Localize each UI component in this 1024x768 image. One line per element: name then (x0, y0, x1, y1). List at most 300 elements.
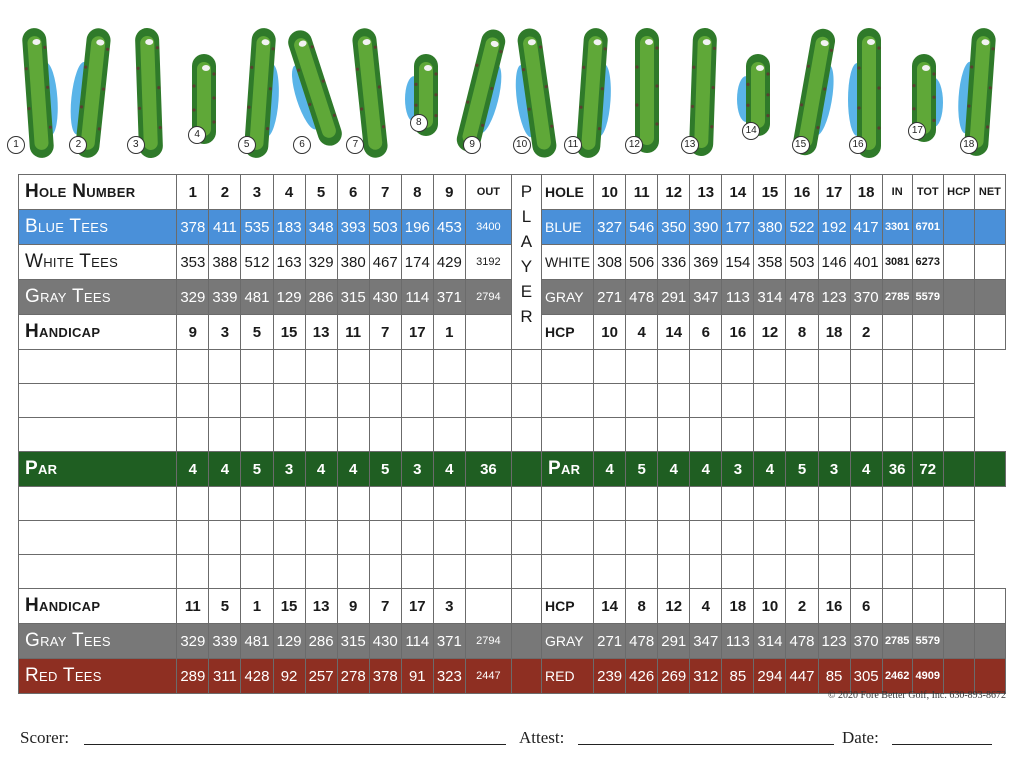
score-entry-cell[interactable] (754, 384, 786, 418)
hole-value: 369 (690, 245, 722, 280)
score-entry-cell[interactable] (209, 350, 241, 384)
score-entry-cell[interactable] (511, 521, 541, 555)
score-entry-cell[interactable] (369, 487, 401, 521)
score-entry-cell[interactable] (542, 521, 594, 555)
score-entry-cell[interactable] (177, 350, 209, 384)
hole-value: 4 (690, 452, 722, 487)
player-column-gap (511, 624, 541, 659)
score-entry-cell[interactable] (786, 521, 818, 555)
player-name-cell[interactable] (19, 521, 177, 555)
tree-marker (193, 108, 196, 111)
score-entry-cell[interactable] (882, 418, 912, 452)
hole-value: 85 (818, 659, 850, 694)
score-entry-cell[interactable] (273, 350, 305, 384)
score-entry-cell[interactable] (241, 418, 273, 452)
tree-marker (913, 84, 916, 87)
hcp-cell (943, 589, 974, 624)
score-entry-cell[interactable] (786, 418, 818, 452)
hole-value: 91 (401, 659, 433, 694)
score-entry-cell[interactable] (882, 487, 912, 521)
tree-marker (636, 65, 639, 68)
hole-value: 478 (786, 280, 818, 315)
hole-value: 453 (433, 210, 465, 245)
hole-number-badge: 2 (69, 136, 87, 154)
score-entry-cell[interactable] (465, 487, 511, 521)
hole-11-diagram (567, 18, 614, 168)
hole-value: 14 (594, 589, 626, 624)
score-entry-cell[interactable] (786, 555, 818, 589)
hole-value: 4 (594, 452, 626, 487)
hole-value: 4 (850, 452, 882, 487)
score-entry-cell[interactable] (850, 384, 882, 418)
hole-value: 478 (626, 624, 658, 659)
score-entry-cell[interactable] (943, 418, 974, 452)
score-entry-cell[interactable] (690, 521, 722, 555)
score-entry-cell[interactable] (401, 384, 433, 418)
out-total: 2794 (465, 624, 511, 659)
score-entry-cell[interactable] (690, 350, 722, 384)
hole-value: 3 (433, 589, 465, 624)
score-entry-cell[interactable] (241, 350, 273, 384)
score-entry-cell[interactable] (511, 487, 541, 521)
player-name-cell[interactable] (19, 555, 177, 589)
hole-value: 4 (209, 452, 241, 487)
hole-value: 10 (754, 589, 786, 624)
hole-value: 4 (177, 452, 209, 487)
hole-2-diagram (71, 18, 115, 168)
tree-marker (767, 114, 770, 117)
score-entry-cell[interactable] (626, 418, 658, 452)
tree-marker (747, 104, 750, 107)
score-entry-cell[interactable] (690, 384, 722, 418)
score-entry-cell[interactable] (912, 487, 943, 521)
hole-4-diagram (182, 18, 226, 168)
score-entry-cell[interactable] (465, 555, 511, 589)
hole-value: 129 (273, 624, 305, 659)
score-entry-cell[interactable] (511, 555, 541, 589)
score-entry-cell[interactable] (912, 555, 943, 589)
score-entry-cell[interactable] (241, 487, 273, 521)
player-name-cell[interactable] (19, 418, 177, 452)
score-entry-cell[interactable] (465, 521, 511, 555)
score-entry-cell[interactable] (690, 418, 722, 452)
score-entry-cell[interactable] (658, 487, 690, 521)
hole-value: 481 (241, 280, 273, 315)
score-entry-cell[interactable] (850, 487, 882, 521)
hole-value: 426 (626, 659, 658, 694)
score-entry-cell[interactable] (722, 350, 754, 384)
score-entry-cell[interactable] (401, 555, 433, 589)
score-entry-cell[interactable] (209, 418, 241, 452)
hole-value: 4 (337, 452, 369, 487)
score-entry-cell[interactable] (273, 555, 305, 589)
hole-value: 18 (818, 315, 850, 350)
score-entry-cell[interactable] (511, 384, 541, 418)
score-entry-cell[interactable] (722, 418, 754, 452)
net-cell (974, 315, 1005, 350)
gray-tees-row-label: Gray Tees (19, 280, 177, 315)
score-entry-cell[interactable] (305, 350, 337, 384)
score-entry-cell[interactable] (943, 487, 974, 521)
score-entry-cell[interactable] (943, 521, 974, 555)
score-entry-cell[interactable] (177, 384, 209, 418)
score-entry-cell[interactable] (401, 350, 433, 384)
hole-value: 358 (754, 245, 786, 280)
score-entry-cell[interactable] (177, 418, 209, 452)
score-entry-cell[interactable] (433, 521, 465, 555)
hcp-header: HCP (943, 175, 974, 210)
total-yardage: 6273 (912, 245, 943, 280)
score-entry-cell[interactable] (818, 384, 850, 418)
score-entry-cell[interactable] (433, 487, 465, 521)
hole-17-layout-icon (902, 18, 946, 168)
score-entry-cell[interactable] (658, 555, 690, 589)
score-entry-cell[interactable] (754, 555, 786, 589)
player-letter: E (520, 282, 533, 301)
score-entry-cell[interactable] (337, 487, 369, 521)
net-cell (974, 589, 1005, 624)
red-tees-row-back-label: RED (542, 659, 594, 694)
in-header: IN (882, 175, 912, 210)
out-total: 2447 (465, 659, 511, 694)
hole-value: 315 (337, 280, 369, 315)
hole-value: 308 (594, 245, 626, 280)
score-entry-cell[interactable] (594, 418, 626, 452)
score-entry-cell[interactable] (594, 521, 626, 555)
hole-value: 289 (177, 659, 209, 694)
player-letter: A (520, 232, 533, 251)
hole-number-badge: 1 (7, 136, 25, 154)
ladies-handicap-row-label: Handicap (19, 589, 177, 624)
score-entry-cell[interactable] (433, 350, 465, 384)
hole-value: 129 (273, 280, 305, 315)
hole-value: 350 (658, 210, 690, 245)
score-entry-cell[interactable] (818, 521, 850, 555)
score-entry-cell[interactable] (850, 555, 882, 589)
score-entry-cell[interactable] (658, 418, 690, 452)
score-entry-cell[interactable] (305, 521, 337, 555)
hole-value: 481 (241, 624, 273, 659)
score-entry-cell[interactable] (658, 384, 690, 418)
score-entry-cell[interactable] (305, 555, 337, 589)
hole-value: 305 (850, 659, 882, 694)
score-entry-cell[interactable] (542, 418, 594, 452)
score-entry-cell[interactable] (369, 418, 401, 452)
score-entry-cell[interactable] (511, 418, 541, 452)
score-entry-cell[interactable] (786, 384, 818, 418)
score-entry-cell[interactable] (433, 384, 465, 418)
hole-value: 315 (337, 624, 369, 659)
score-entry-cell[interactable] (722, 555, 754, 589)
hole-value: 17 (401, 315, 433, 350)
hole-value: 429 (433, 245, 465, 280)
hole-value: 5 (241, 452, 273, 487)
score-entry-cell[interactable] (626, 487, 658, 521)
fairway-area (862, 36, 876, 150)
in-total: 36 (882, 452, 912, 487)
score-entry-cell[interactable] (273, 384, 305, 418)
hole-number-badge: 16 (849, 136, 867, 154)
hole-value: 177 (722, 210, 754, 245)
hole-value: 329 (305, 245, 337, 280)
score-entry-cell[interactable] (337, 555, 369, 589)
score-entry-cell[interactable] (401, 487, 433, 521)
hole-number-row (19, 175, 1006, 210)
score-entry-cell[interactable] (754, 418, 786, 452)
hole-value: 378 (369, 659, 401, 694)
score-entry-cell[interactable] (690, 487, 722, 521)
tot-header: TOT (912, 175, 943, 210)
score-entry-cell[interactable] (754, 521, 786, 555)
hole-value: 7 (369, 315, 401, 350)
score-entry-cell[interactable] (542, 487, 594, 521)
hole-value: 4 (690, 589, 722, 624)
sand-bunker (424, 65, 432, 71)
player-name-cell[interactable] (19, 350, 177, 384)
hcp-cell (943, 624, 974, 659)
tree-marker (913, 107, 916, 110)
score-entry-cell[interactable] (850, 418, 882, 452)
score-entry-cell[interactable] (369, 555, 401, 589)
score-entry-cell[interactable] (912, 418, 943, 452)
score-entry-cell[interactable] (754, 350, 786, 384)
score-entry-cell[interactable] (818, 350, 850, 384)
hole-value: 8 (786, 315, 818, 350)
total-yardage: 4909 (912, 659, 943, 694)
hole-value: 257 (305, 659, 337, 694)
hole-value: 2 (786, 589, 818, 624)
score-entry-cell[interactable] (337, 418, 369, 452)
score-entry-cell[interactable] (594, 350, 626, 384)
copyright-notice: © 2020 Fore Better Golf, Inc. 630-893-8672 (827, 690, 1006, 701)
score-entry-cell[interactable] (177, 487, 209, 521)
hole-value: 12 (754, 315, 786, 350)
score-entry-cell[interactable] (542, 384, 594, 418)
hole-number-badge: 5 (238, 136, 256, 154)
player-name-cell[interactable] (19, 384, 177, 418)
hole-value: 347 (690, 280, 722, 315)
score-entry-cell[interactable] (209, 487, 241, 521)
score-entry-cell[interactable] (786, 350, 818, 384)
in-total (882, 589, 912, 624)
hole-value: 6 (690, 315, 722, 350)
score-entry-cell[interactable] (337, 384, 369, 418)
score-entry-cell[interactable] (626, 350, 658, 384)
score-entry-cell[interactable] (241, 521, 273, 555)
score-entry-cell[interactable] (511, 350, 541, 384)
net-cell (974, 452, 1005, 487)
tree-marker (933, 96, 936, 99)
net-header: NET (974, 175, 1005, 210)
gray-tees-row-2-label: Gray Tees (19, 624, 177, 659)
hole-value: 5 (786, 452, 818, 487)
hole-value: 271 (594, 280, 626, 315)
score-entry-cell[interactable] (209, 521, 241, 555)
hole-number-badge: 9 (463, 136, 481, 154)
hole-value: 12 (658, 589, 690, 624)
hole-number-badge: 3 (127, 136, 145, 154)
score-entry-cell[interactable] (305, 487, 337, 521)
tree-marker (656, 46, 659, 49)
score-entry-cell[interactable] (943, 555, 974, 589)
score-entry-cell[interactable] (465, 384, 511, 418)
player-name-cell[interactable] (19, 487, 177, 521)
hole-6-diagram (293, 18, 337, 168)
hole-value: 411 (209, 210, 241, 245)
score-entry-cell[interactable] (943, 384, 974, 418)
tree-marker (434, 72, 437, 75)
score-entry-cell[interactable] (369, 521, 401, 555)
tree-marker (636, 103, 639, 106)
score-entry-row (19, 350, 1006, 384)
hole-header: 7 (369, 175, 401, 210)
hole-14-diagram (736, 18, 780, 168)
total-yardage: 72 (912, 452, 943, 487)
hole-7-diagram (348, 18, 392, 168)
score-entry-cell[interactable] (882, 521, 912, 555)
score-entry-cell[interactable] (722, 487, 754, 521)
score-entry-cell[interactable] (626, 555, 658, 589)
sand-bunker (202, 65, 210, 71)
score-entry-cell[interactable] (818, 418, 850, 452)
blue-tees-row-label: Blue Tees (19, 210, 177, 245)
score-entry-cell[interactable] (433, 418, 465, 452)
hole-12-diagram (625, 18, 669, 168)
date-line[interactable] (892, 744, 992, 745)
par-row-label: Par (19, 452, 177, 487)
score-entry-cell[interactable] (177, 555, 209, 589)
tree-marker (857, 106, 860, 109)
score-entry-cell[interactable] (943, 350, 974, 384)
scorer-label: Scorer: (20, 728, 70, 747)
score-entry-cell[interactable] (626, 384, 658, 418)
score-entry-cell[interactable] (337, 521, 369, 555)
tree-marker (857, 66, 860, 69)
attest-signature-line[interactable] (578, 744, 834, 745)
score-entry-cell[interactable] (912, 521, 943, 555)
score-entry-cell[interactable] (754, 487, 786, 521)
score-entry-cell[interactable] (273, 418, 305, 452)
score-entry-cell[interactable] (912, 350, 943, 384)
player-letter: P (520, 182, 533, 201)
score-entry-cell[interactable] (882, 350, 912, 384)
hole-value: 447 (786, 659, 818, 694)
hole-value: 5 (209, 589, 241, 624)
score-entry-cell[interactable] (209, 555, 241, 589)
score-entry-cell[interactable] (305, 418, 337, 452)
score-entry-cell[interactable] (594, 384, 626, 418)
score-entry-cell[interactable] (305, 384, 337, 418)
hole-value: 6 (850, 589, 882, 624)
score-entry-cell[interactable] (912, 384, 943, 418)
score-entry-cell[interactable] (369, 350, 401, 384)
tree-marker (414, 83, 417, 86)
in-total (882, 315, 912, 350)
hole-value: 8 (626, 589, 658, 624)
hole-value: 312 (690, 659, 722, 694)
hole-value: 14 (658, 315, 690, 350)
tree-marker (213, 96, 216, 99)
score-entry-cell[interactable] (401, 521, 433, 555)
score-entry-cell[interactable] (401, 418, 433, 452)
score-entry-cell[interactable] (241, 555, 273, 589)
score-entry-cell[interactable] (690, 555, 722, 589)
score-entry-cell[interactable] (850, 521, 882, 555)
hole-number-badge: 13 (681, 136, 699, 154)
hole-18-diagram (958, 18, 1002, 168)
score-entry-cell[interactable] (273, 487, 305, 521)
score-entry-cell[interactable] (273, 521, 305, 555)
score-entry-cell[interactable] (658, 521, 690, 555)
hole-header: 13 (690, 175, 722, 210)
gray-tees-row-2-back-label: GRAY (542, 624, 594, 659)
date-label: Date: (842, 728, 879, 747)
hole-header: 2 (209, 175, 241, 210)
score-entry-cell[interactable] (241, 384, 273, 418)
score-entry-cell[interactable] (818, 555, 850, 589)
score-entry-cell[interactable] (882, 384, 912, 418)
score-entry-cell[interactable] (722, 521, 754, 555)
score-entry-cell[interactable] (433, 555, 465, 589)
hcp-cell (943, 659, 974, 694)
hole-value: 4 (305, 452, 337, 487)
score-entry-cell[interactable] (594, 487, 626, 521)
score-entry-cell[interactable] (465, 350, 511, 384)
hole-header: 1 (177, 175, 209, 210)
player-vertical-label (512, 179, 541, 329)
score-entry-cell[interactable] (177, 521, 209, 555)
hole-value: 348 (305, 210, 337, 245)
scorer-signature-line[interactable] (84, 744, 506, 745)
total-yardage: 5579 (912, 624, 943, 659)
hole-value: 3 (209, 315, 241, 350)
score-entry-cell[interactable] (337, 350, 369, 384)
score-entry-cell[interactable] (882, 555, 912, 589)
white-tees-row-label: White Tees (19, 245, 177, 280)
hole-value: 92 (273, 659, 305, 694)
sand-bunker (867, 39, 875, 45)
score-entry-cell[interactable] (594, 555, 626, 589)
out-total: 3400 (465, 210, 511, 245)
score-entry-cell[interactable] (818, 487, 850, 521)
score-entry-cell[interactable] (369, 384, 401, 418)
total-yardage (912, 315, 943, 350)
hole-number-badge: 18 (960, 136, 978, 154)
score-entry-cell[interactable] (626, 521, 658, 555)
score-entry-cell[interactable] (850, 350, 882, 384)
score-entry-cell[interactable] (209, 384, 241, 418)
hole-value: 15 (273, 589, 305, 624)
score-entry-cell[interactable] (722, 384, 754, 418)
score-entry-cell[interactable] (542, 350, 594, 384)
hole-value: 4 (626, 315, 658, 350)
score-entry-row (19, 555, 1006, 589)
hcp-cell (943, 245, 974, 280)
hole-header: 9 (433, 175, 465, 210)
hcp-cell (943, 452, 974, 487)
hole-value: 271 (594, 624, 626, 659)
hole-value: 535 (241, 210, 273, 245)
score-entry-cell[interactable] (658, 350, 690, 384)
hole-value: 347 (690, 624, 722, 659)
fairway-area (640, 36, 654, 145)
tree-marker (434, 93, 437, 96)
tree-marker (877, 86, 880, 89)
score-entry-cell[interactable] (786, 487, 818, 521)
hole-value: 146 (818, 245, 850, 280)
score-entry-cell[interactable] (542, 555, 594, 589)
score-entry-cell[interactable] (465, 418, 511, 452)
